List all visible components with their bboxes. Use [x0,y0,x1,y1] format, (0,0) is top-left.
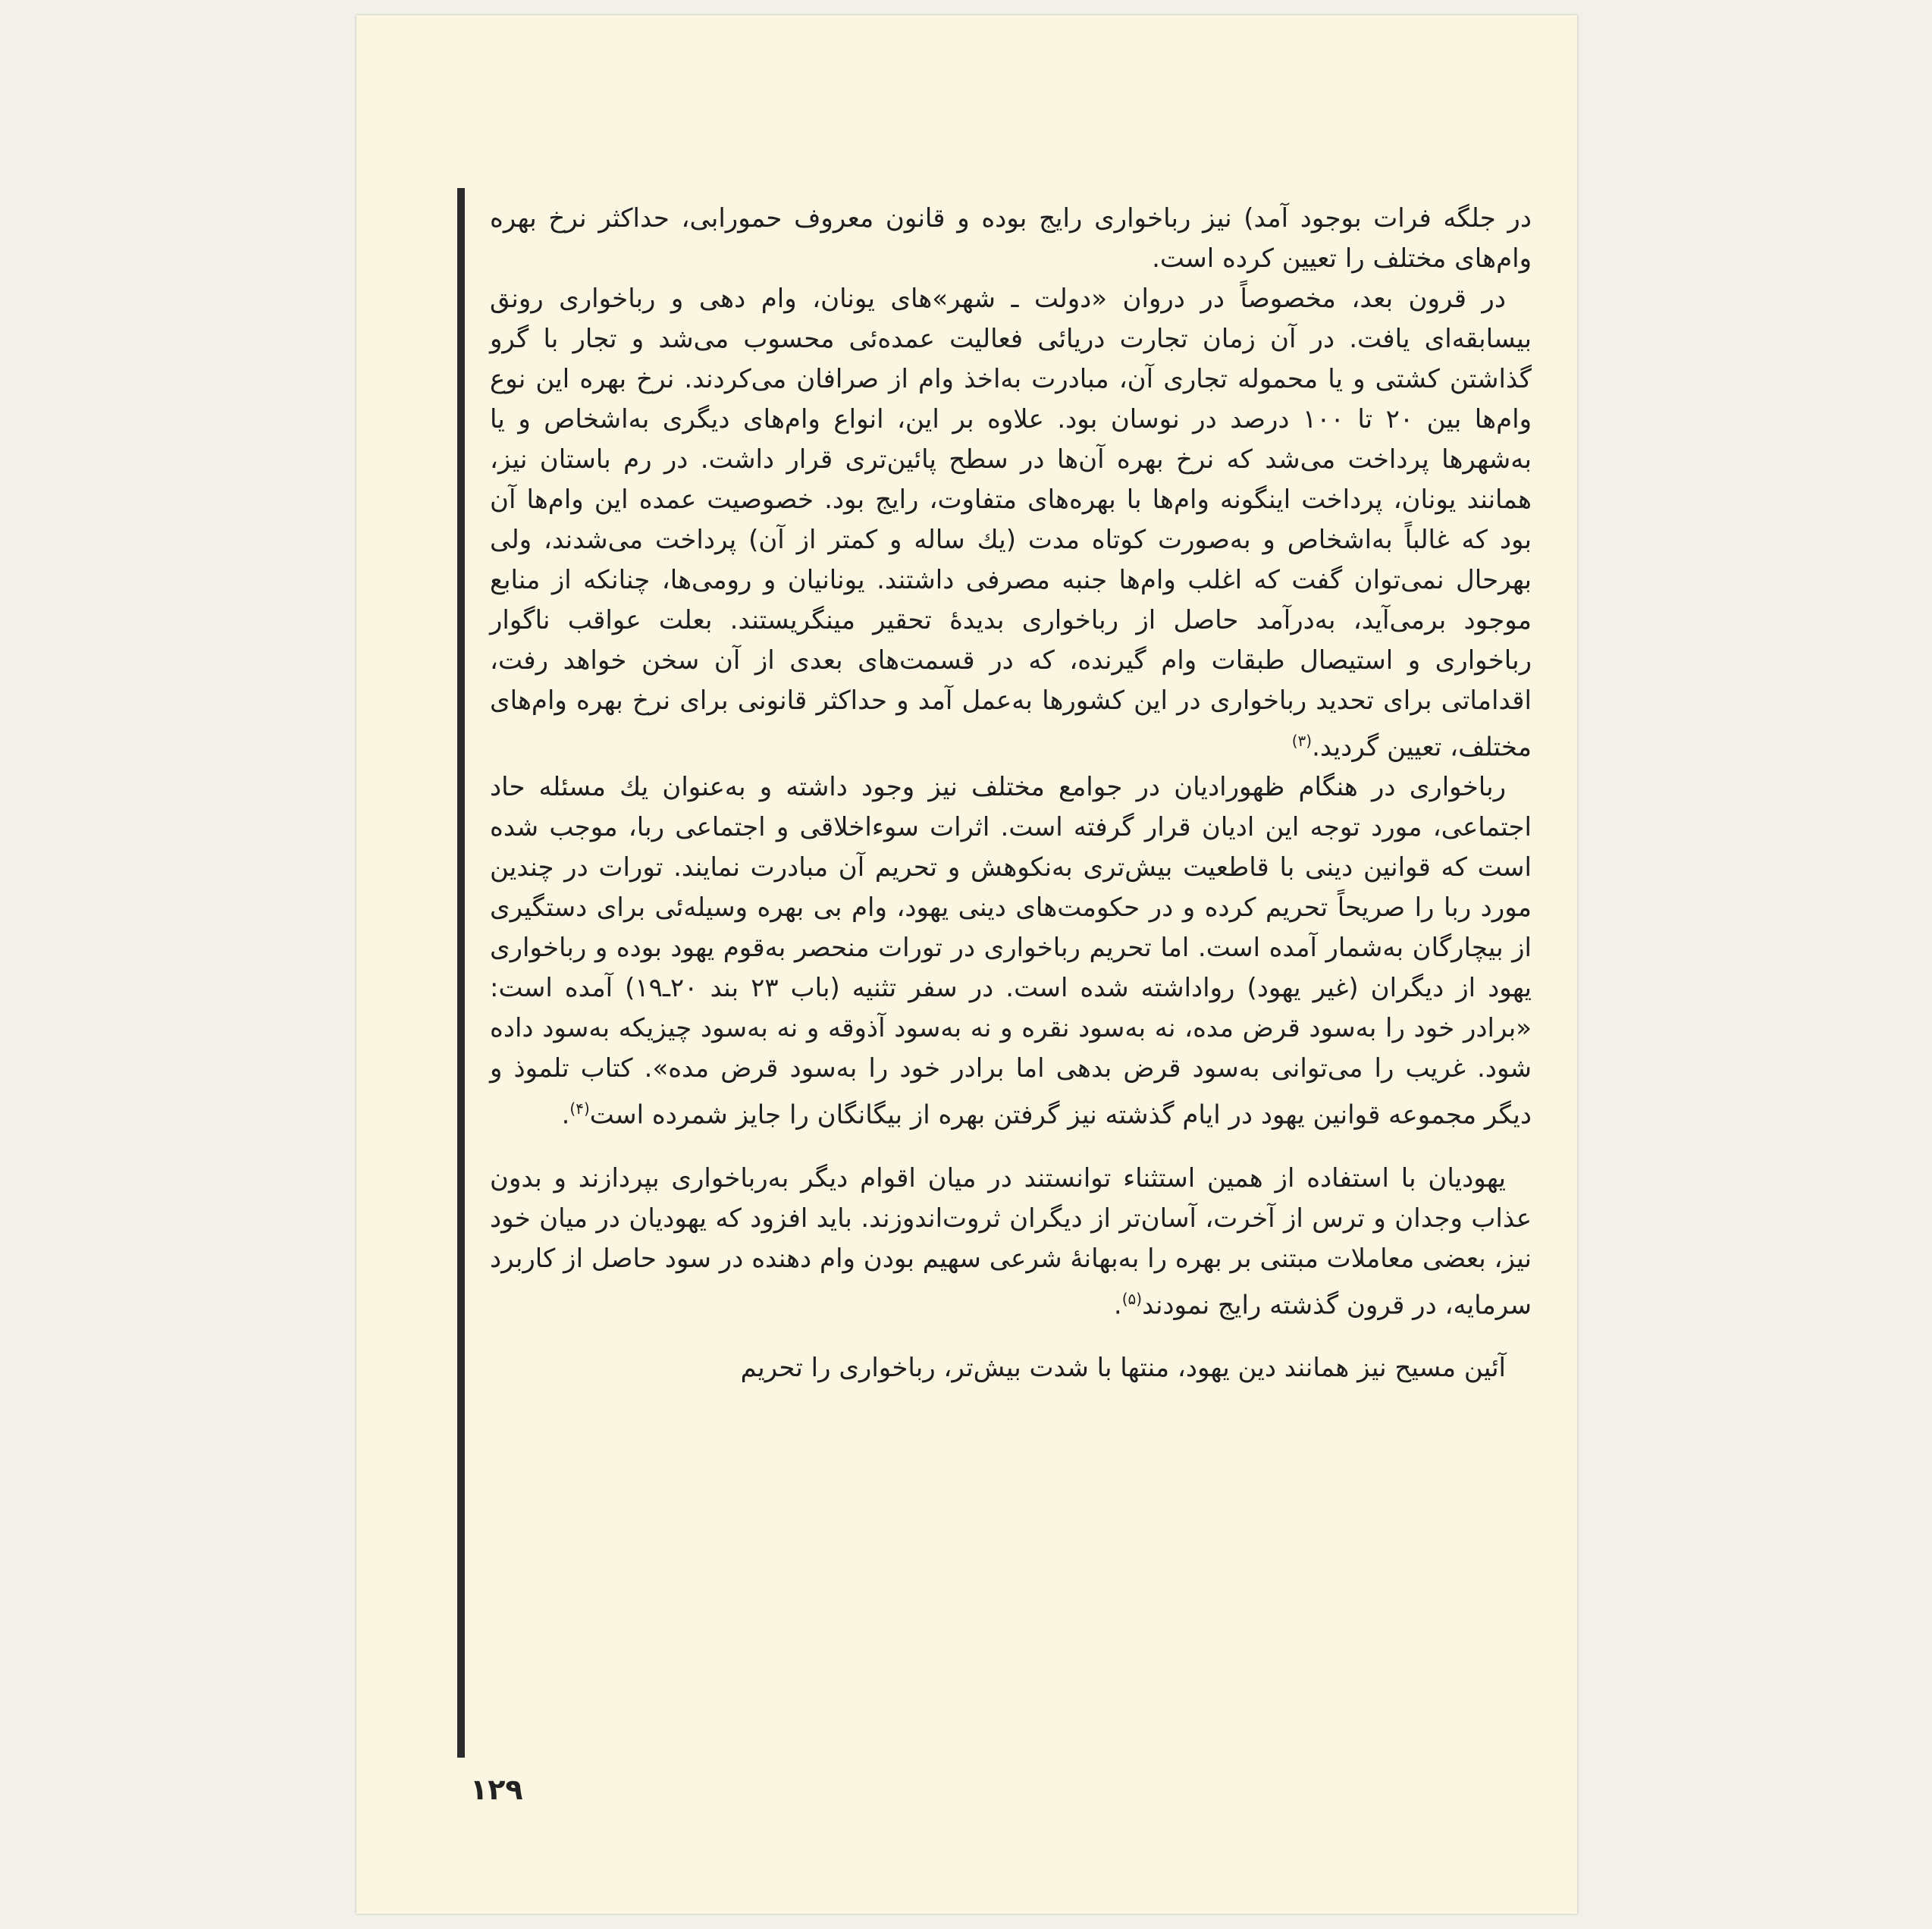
footnote-marker: (۴) [569,1099,590,1118]
margin-rule [457,188,465,1758]
footnote-marker: (۳) [1291,732,1313,750]
paragraph: یهودیان با استفاده از همین استثناء توانستند در میان اقوام دیگر به‌رباخواری بپردازند و بدون عذاب وجدان و ترس از آخرت، آسان‌تر از دیگران ثروت‌اندوزند. باید افزود که یهودیان در میان خود نیز، بعضی معاملات مبتنی بر بهره را به‌بهانهٔ شرعی سهیم بودن وام دهنده در سود حاصل از کاربرد سرمایه، در قرون گذشته رایج نمودند$^{(۵)}$. [490,1162,1532,1320]
paragraph [490,1348,1532,1388]
book-page [356,15,1577,1914]
paragraph-text: رباخواری در هنگام ظهورادیان در جوامع مختلف نیز وجود داشته و به‌عنوان یك مسئله حاد اجتماعی، مورد توجه این ادیان قرار گرفته است. اثرات سوءاخلاقی و اجتماعی ربا، موجب شده است که قوانین دینی با قاطعیت بیش‌تری به‌نکوهش و تحریم آن مبادرت نمایند. تورات در چندین مورد ربا را صریحاً تحریم کرده و در حکومت‌های دینی یهود، وام بی بهره وسیله‌ئی برای دستگیری از بیچارگان به‌شمار آمده است. اما تحریم رباخواری در تورات منحصر به‌قوم یهود بوده و رباخواری یهود از دیگران (غیر یهود) رواداشته شده است. در سفر تثنیه (باب ۲۳ بند ۲۰ـ۱۹) آمده است: «برادر خود را به‌سود قرض مده، نه به‌سود نقره و نه به‌سود آذوقه و نه به‌سود چیزیکه به‌سود داده شود. غریب را می‌توانی به‌سود قرض بدهی اما برادر خود را به‌سود قرض مده». کتاب تلموذ و دیگر مجموعه قوانین یهود در ایام گذشته نیز گرفتن بهره از بیگانگان را جایز شمرده است [490,772,1532,1131]
paragraph: رباخواری در هنگام ظهورادیان در جوامع مختلف نیز وجود داشته و به‌عنوان یك مسئله حاد اجتماعی، مورد توجه این ادیان قرار گرفته است. اثرات سوءاخلاقی و اجتماعی ربا، موجب شده است که قوانین دینی با قاطعیت بیش‌تری به‌نکوهش و تحریم آن مبادرت نمایند. تورات در چندین مورد ربا را صریحاً تحریم کرده و در حکومت‌های دینی یهود، وام بی بهره وسیله‌ئی برای دستگیری از بیچارگان به‌شمار آمده است. اما تحریم رباخواری در تورات منحصر به‌قوم یهود بوده و رباخواری یهود از دیگران (غیر یهود) رواداشته شده است. در سفر تثنیه (باب ۲۳ بند ۲۰ـ۱۹) آمده است: «برادر خود را به‌سود قرض مده، نه به‌سود نقره و نه به‌سود آذوقه و نه به‌سود چیزیکه به‌سود داده شود. غریب را می‌توانی به‌سود قرض بدهی اما برادر خود را به‌سود قرض مده». کتاب تلموذ و دیگر مجموعه قوانین یهود در ایام گذشته نیز گرفتن بهره از بیگانگان را جایز شمرده است$^{(۴)}$. [490,772,1532,1131]
paragraph [490,199,1532,279]
paragraph-text: آئین مسیح نیز همانند دین یهود، منتها با شدت بیش‌تر، رباخواری را تحریم [740,1352,1506,1383]
paragraph-text: در قرون بعد، مخصوصاً در دروان «دولت ـ شهر»های یونان، وام دهی و رباخواری رونق بیسابقه‌ای یافت. در آن زمان تجارت دریائی فعالیت عمده‌ئی محسوب می‌شد و تجار با گرو گذاشتن کشتی و یا محموله تجاری آن، مبادرت به‌اخذ وام از صرافان می‌کردند. نرخ بهره این نوع وام‌ها بین ۲۰ تا ۱۰۰ درصد در نوسان بود. علاوه بر این، انواع وام‌های دیگری به‌اشخاص و یا به‌شهرها پرداخت می‌شد که نرخ بهره آن‌ها در سطح پائین‌تری قرار داشت. در رم باستان نیز، همانند یونان، پرداخت اینگونه وام‌ها با بهره‌های متفاوت، رایج بود. خصوصیت عمده این وام‌ها آن بود که غالباً به‌اشخاص و به‌صورت کوتاه مدت (یك ساله و کمتر از آن) پرداخت می‌شدند، ولی بهرحال نمی‌توان گفت که اغلب وام‌ها جنبه مصرفی داشتند. یونانیان و رومی‌ها، چنانکه از منابع موجود برمی‌آید، به‌درآمد حاصل از رباخواری بدیدهٔ تحقیر مینگریستند. بعلت عواقب ناگوار رباخواری و استیصال طبقات وام گیرنده، که در قسمت‌های بعدی از آن سخن خواهد رفت، اقداماتی برای تحدید رباخواری در این کشورها به‌عمل آمد و حداکثر قانونی برای نرخ بهره وام‌های مختلف، تعیین گردید. [490,284,1532,763]
paragraph-text: یهودیان با استفاده از همین استثناء توانستند در میان اقوام دیگر به‌رباخواری بپردازند و بدون عذاب وجدان و ترس از آخرت، آسان‌تر از دیگران ثروت‌اندوزند. باید افزود که یهودیان در میان خود نیز، بعضی معاملات مبتنی بر بهره را به‌بهانهٔ شرعی سهیم بودن وام دهنده در سود حاصل از کاربرد سرمایه، در قرون گذشته رایج نمودند [490,1162,1532,1320]
paragraph [490,279,1532,767]
paragraph-text: در جلگه فرات بوجود آمد) نیز رباخواری رایج بوده و قانون معروف حمورابی، حداکثر نرخ بهره وام‌های مختلف را تعیین کرده است. [490,203,1532,274]
page-number: ۱۲۹ [470,1773,523,1806]
footnote-marker: (۵) [1121,1289,1143,1308]
body-text [490,199,1532,1388]
